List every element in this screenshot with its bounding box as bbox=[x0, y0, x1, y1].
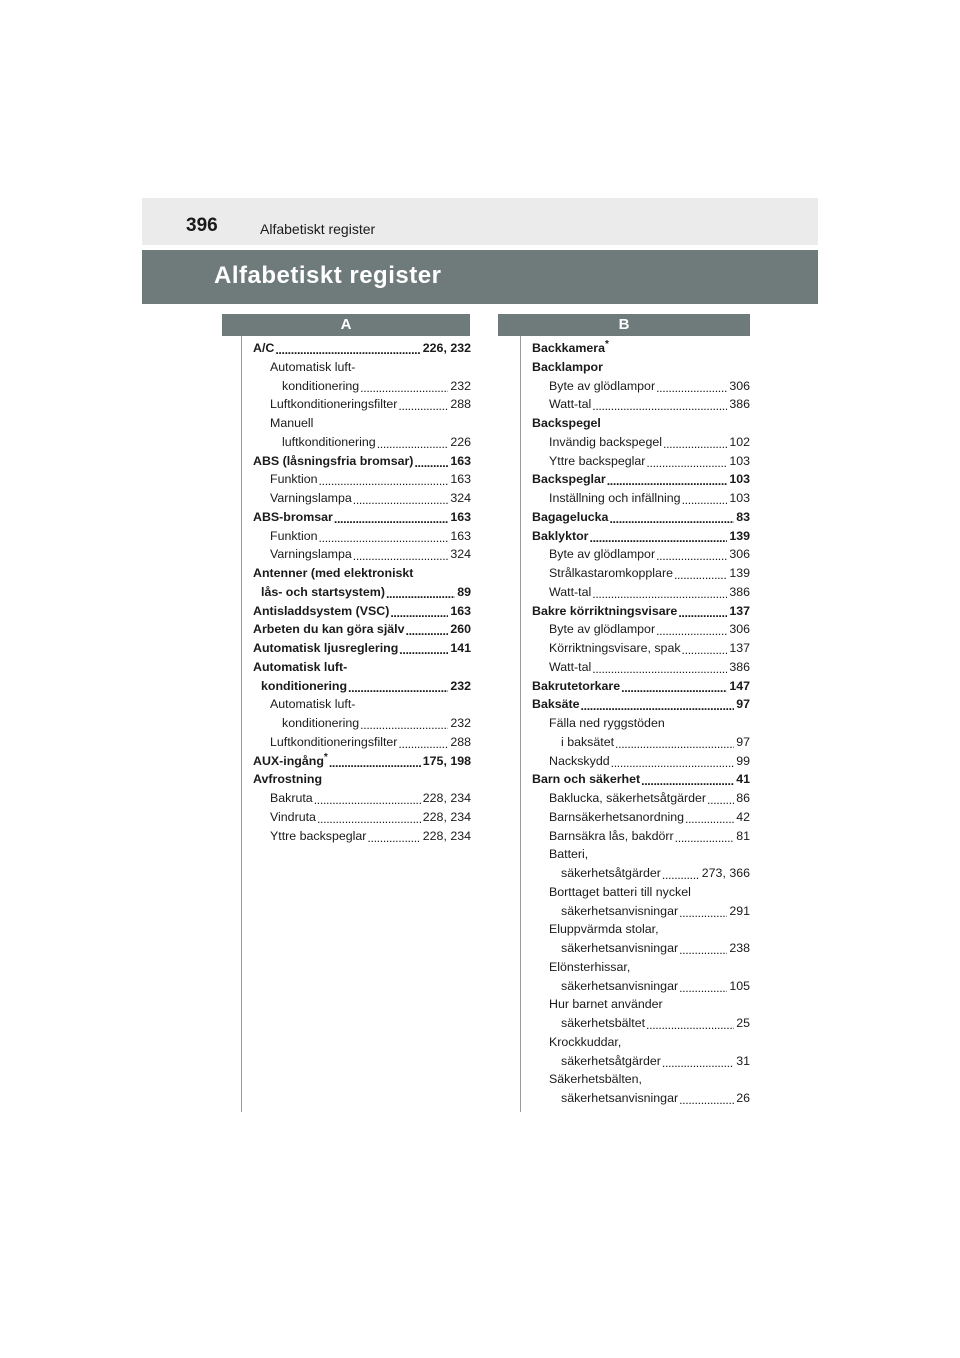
entry-term: Batteri, bbox=[549, 847, 589, 862]
entry-term: säkerhetsanvisningar . . . bbox=[561, 1091, 679, 1105]
index-entry bbox=[253, 752, 471, 771]
index-entry bbox=[532, 452, 750, 471]
index-entry bbox=[532, 733, 750, 752]
entry-page-ref: 97 bbox=[734, 733, 750, 752]
index-entry bbox=[253, 414, 471, 433]
entry-page-ref: 306 bbox=[727, 545, 750, 564]
entry-term: Automatisk ljusreglering . . . bbox=[253, 641, 399, 655]
entry-page-ref: 232 bbox=[448, 714, 471, 733]
entry-page-ref: 238 bbox=[727, 939, 750, 958]
header-band bbox=[142, 198, 818, 245]
index-entry bbox=[532, 564, 750, 583]
entry-page-ref: 306 bbox=[727, 377, 750, 396]
index-entry bbox=[253, 433, 471, 452]
entry-page-ref: 89 bbox=[455, 583, 471, 602]
entry-page-ref: 42 bbox=[734, 808, 750, 827]
entry-term: säkerhetsåtgärder . . . bbox=[561, 1054, 662, 1068]
entry-term: Bakruta . . . bbox=[270, 791, 314, 805]
entry-page-ref: 226 bbox=[448, 433, 471, 452]
index-entry bbox=[532, 1033, 750, 1052]
index-entry bbox=[532, 414, 750, 433]
entry-term: Funktion . . . bbox=[270, 472, 319, 486]
entry-term: Watt-tal . . . bbox=[549, 660, 592, 674]
entry-term: Varningslampa . . . bbox=[270, 491, 353, 505]
entry-term: Funktion . . . bbox=[270, 529, 319, 543]
entry-term: Barnsäkerhetsanordning . . . bbox=[549, 810, 685, 824]
entry-page-ref: 81 bbox=[734, 827, 750, 846]
index-entry bbox=[253, 564, 471, 583]
entry-page-ref: 163 bbox=[448, 508, 471, 527]
index-entry bbox=[532, 939, 750, 958]
entry-term: säkerhetsanvisningar . . . bbox=[561, 904, 679, 918]
index-entry bbox=[532, 695, 750, 714]
index-column-a bbox=[253, 339, 471, 845]
index-entry bbox=[532, 977, 750, 996]
entry-term: Hur barnet använder bbox=[549, 997, 663, 1012]
entry-term: Automatisk luft- bbox=[270, 697, 356, 712]
index-entry bbox=[253, 339, 471, 358]
entry-page-ref: 83 bbox=[734, 508, 750, 527]
entry-term: Strålkastaromkopplare . . . bbox=[549, 566, 674, 580]
index-entry bbox=[532, 808, 750, 827]
entry-term: Baklucka, säkerhetsåtgärder . . . bbox=[549, 791, 707, 805]
entry-term: Baklyktor . . . bbox=[532, 529, 589, 543]
entry-term: Automatisk luft- bbox=[270, 359, 356, 374]
index-entry bbox=[253, 658, 471, 677]
entry-page-ref: 228, 234 bbox=[421, 808, 471, 827]
entry-page-ref: 25 bbox=[734, 1014, 750, 1033]
index-entry bbox=[532, 508, 750, 527]
entry-page-ref: 288 bbox=[448, 733, 471, 752]
index-entry bbox=[532, 1070, 750, 1089]
entry-term: Krockkuddar, bbox=[549, 1034, 622, 1049]
index-entry bbox=[532, 714, 750, 733]
entry-term: konditionering . . . bbox=[282, 716, 360, 730]
index-entry bbox=[532, 339, 750, 358]
index-entry bbox=[253, 470, 471, 489]
entry-page-ref: 26 bbox=[734, 1089, 750, 1108]
entry-term: luftkonditionering . . . bbox=[282, 435, 377, 449]
index-entry bbox=[253, 508, 471, 527]
page-title: Alfabetiskt register bbox=[214, 262, 442, 289]
entry-page-ref: 386 bbox=[727, 658, 750, 677]
entry-term: Eluppvärmda stolar, bbox=[549, 922, 659, 937]
entry-term: Barn och säkerhet . . . bbox=[532, 772, 641, 786]
entry-term: Watt-tal . . . bbox=[549, 585, 592, 599]
index-entry bbox=[253, 677, 471, 696]
index-entry bbox=[532, 1089, 750, 1108]
entry-page-ref: 232 bbox=[448, 677, 471, 696]
index-entry bbox=[532, 1052, 750, 1071]
index-entry bbox=[532, 995, 750, 1014]
entry-page-ref: 324 bbox=[448, 489, 471, 508]
entry-page-ref: 139 bbox=[727, 527, 750, 546]
entry-term: Backlampor bbox=[532, 359, 603, 374]
index-entry bbox=[532, 770, 750, 789]
index-entry bbox=[532, 920, 750, 939]
index-entry bbox=[253, 583, 471, 602]
entry-page-ref: 260 bbox=[448, 620, 471, 639]
entry-term: Baksäte . . . bbox=[532, 697, 581, 711]
entry-term: i baksätet . . . bbox=[561, 735, 615, 749]
index-entry bbox=[532, 358, 750, 377]
entry-page-ref: 226, 232 bbox=[421, 339, 471, 358]
index-entry bbox=[253, 545, 471, 564]
index-entry bbox=[253, 489, 471, 508]
index-entry bbox=[253, 770, 471, 789]
entry-term: Backspeglar . . . bbox=[532, 472, 607, 486]
column-heading-b: B bbox=[498, 314, 750, 336]
entry-page-ref: 163 bbox=[448, 452, 471, 471]
entry-term: Bagagelucka . . . bbox=[532, 510, 609, 524]
page-number: 396 bbox=[186, 215, 218, 236]
entry-page-ref: 137 bbox=[727, 602, 750, 621]
entry-page-ref: 175, 198 bbox=[421, 752, 471, 771]
entry-page-ref: 141 bbox=[448, 639, 471, 658]
entry-term: Manuell bbox=[270, 416, 314, 430]
column-heading-a: A bbox=[222, 314, 470, 336]
index-entry bbox=[253, 377, 471, 396]
entry-page-ref: 291 bbox=[727, 902, 750, 921]
index-entry bbox=[532, 883, 750, 902]
index-entry bbox=[532, 902, 750, 921]
index-entry bbox=[532, 958, 750, 977]
index-entry bbox=[253, 789, 471, 808]
index-entry bbox=[532, 677, 750, 696]
entry-page-ref: 306 bbox=[727, 620, 750, 639]
entry-term: säkerhetsanvisningar . . . bbox=[561, 941, 679, 955]
index-entry bbox=[253, 527, 471, 546]
entry-term: konditionering . . . bbox=[282, 379, 360, 393]
entry-page-ref: 386 bbox=[727, 583, 750, 602]
index-entry bbox=[253, 714, 471, 733]
entry-term: Bakrutetorkare . . . bbox=[532, 679, 621, 693]
entry-page-ref: 228, 234 bbox=[421, 827, 471, 846]
index-entry bbox=[253, 358, 471, 377]
entry-page-ref: 232 bbox=[448, 377, 471, 396]
entry-term: Automatisk luft- bbox=[253, 659, 348, 674]
entry-term: ABS (låsningsfria bromsar) . . . bbox=[253, 454, 414, 468]
index-entry bbox=[253, 808, 471, 827]
index-entry bbox=[532, 470, 750, 489]
entry-term: Barnsäkra lås, bakdörr . . . bbox=[549, 829, 675, 843]
entry-page-ref: 139 bbox=[727, 564, 750, 583]
entry-term: Byte av glödlampor . . . bbox=[549, 622, 656, 636]
entry-page-ref: 105 bbox=[727, 977, 750, 996]
entry-term: Arbeten du kan göra själv . . . bbox=[253, 622, 405, 636]
index-entry bbox=[253, 733, 471, 752]
index-entry bbox=[532, 602, 750, 621]
entry-term: lås- och startsystem) . . . bbox=[261, 585, 386, 599]
column-divider-left bbox=[241, 336, 242, 1112]
entry-term: A/C . . . bbox=[253, 341, 275, 355]
entry-term: Borttaget batteri till nyckel bbox=[549, 884, 691, 899]
index-entry bbox=[532, 752, 750, 771]
column-divider-right bbox=[520, 336, 521, 1112]
entry-page-ref: 324 bbox=[448, 545, 471, 564]
index-entry bbox=[532, 864, 750, 883]
entry-term: Yttre backspeglar . . . bbox=[270, 829, 367, 843]
entry-page-ref: 163 bbox=[448, 527, 471, 546]
entry-term: konditionering . . . bbox=[261, 679, 348, 693]
index-entry bbox=[532, 377, 750, 396]
index-entry bbox=[532, 583, 750, 602]
entry-term: Byte av glödlampor . . . bbox=[549, 379, 656, 393]
entry-term: Backkamera* bbox=[532, 338, 609, 355]
index-entry bbox=[253, 639, 471, 658]
index-entry bbox=[253, 695, 471, 714]
index-entry bbox=[253, 395, 471, 414]
index-entry bbox=[532, 620, 750, 639]
index-entry bbox=[532, 545, 750, 564]
entry-page-ref: 147 bbox=[727, 677, 750, 696]
entry-term: Körriktningsvisare, spak . . . bbox=[549, 641, 682, 655]
entry-term: Varningslampa . . . bbox=[270, 547, 353, 561]
entry-page-ref: 288 bbox=[448, 395, 471, 414]
running-title: Alfabetiskt register bbox=[260, 221, 376, 237]
entry-page-ref: 386 bbox=[727, 395, 750, 414]
entry-term: ABS-bromsar . . . bbox=[253, 510, 334, 524]
entry-page-ref: 102 bbox=[727, 433, 750, 452]
index-entry bbox=[532, 395, 750, 414]
index-entry bbox=[532, 827, 750, 846]
entry-term: Invändig backspegel . . . bbox=[549, 435, 663, 449]
index-entry bbox=[532, 489, 750, 508]
entry-page-ref: 41 bbox=[734, 770, 750, 789]
entry-page-ref: 31 bbox=[734, 1052, 750, 1071]
entry-page-ref: 163 bbox=[448, 602, 471, 621]
entry-page-ref: 103 bbox=[727, 452, 750, 471]
entry-term: Antisladdsystem (VSC) . . . bbox=[253, 604, 390, 618]
entry-term: Bakre körriktningsvisare . . . bbox=[532, 604, 678, 618]
entry-term: säkerhetsåtgärder . . . bbox=[561, 866, 662, 880]
index-entry bbox=[253, 452, 471, 471]
index-entry bbox=[532, 527, 750, 546]
index-entry bbox=[253, 620, 471, 639]
entry-term: Backspegel bbox=[532, 416, 601, 430]
entry-page-ref: 97 bbox=[734, 695, 750, 714]
entry-term: Vindruta . . . bbox=[270, 810, 317, 824]
index-entry bbox=[532, 639, 750, 658]
index-entry bbox=[253, 827, 471, 846]
entry-page-ref: 86 bbox=[734, 789, 750, 808]
entry-page-ref: 99 bbox=[734, 752, 750, 771]
index-entry bbox=[532, 789, 750, 808]
entry-page-ref: 103 bbox=[727, 489, 750, 508]
entry-term: Inställning och infällning . . . bbox=[549, 491, 682, 505]
entry-page-ref: 103 bbox=[727, 470, 750, 489]
index-entry bbox=[532, 1014, 750, 1033]
index-entry bbox=[532, 433, 750, 452]
entry-page-ref: 137 bbox=[727, 639, 750, 658]
entry-term: Avfrostning bbox=[253, 772, 323, 787]
index-column-b bbox=[532, 339, 750, 1108]
entry-page-ref: 273, 366 bbox=[700, 864, 750, 883]
entry-term: Yttre backspeglar . . . bbox=[549, 454, 646, 468]
entry-term: säkerhetsanvisningar . . . bbox=[561, 979, 679, 993]
index-entry bbox=[532, 845, 750, 864]
entry-page-ref: 228, 234 bbox=[421, 789, 471, 808]
entry-term: Fälla ned ryggstöden bbox=[549, 716, 665, 730]
entry-term: Byte av glödlampor . . . bbox=[549, 547, 656, 561]
entry-term: Elönsterhissar, bbox=[549, 959, 631, 974]
index-entry bbox=[253, 602, 471, 621]
entry-term: säkerhetsbältet . . . bbox=[561, 1016, 646, 1030]
entry-term: Nackskydd . . . bbox=[549, 754, 611, 768]
entry-term: Antenner (med elektroniskt bbox=[253, 566, 414, 580]
index-entry bbox=[532, 658, 750, 677]
entry-page-ref: 163 bbox=[448, 470, 471, 489]
entry-term: AUX-ingång* . . . bbox=[253, 754, 329, 768]
entry-term: Säkerhetsbälten, bbox=[549, 1072, 642, 1087]
entry-term: Luftkonditioneringsfilter . . . bbox=[270, 735, 398, 749]
entry-term: Luftkonditioneringsfilter . . . bbox=[270, 397, 398, 411]
entry-term: Watt-tal . . . bbox=[549, 397, 592, 411]
